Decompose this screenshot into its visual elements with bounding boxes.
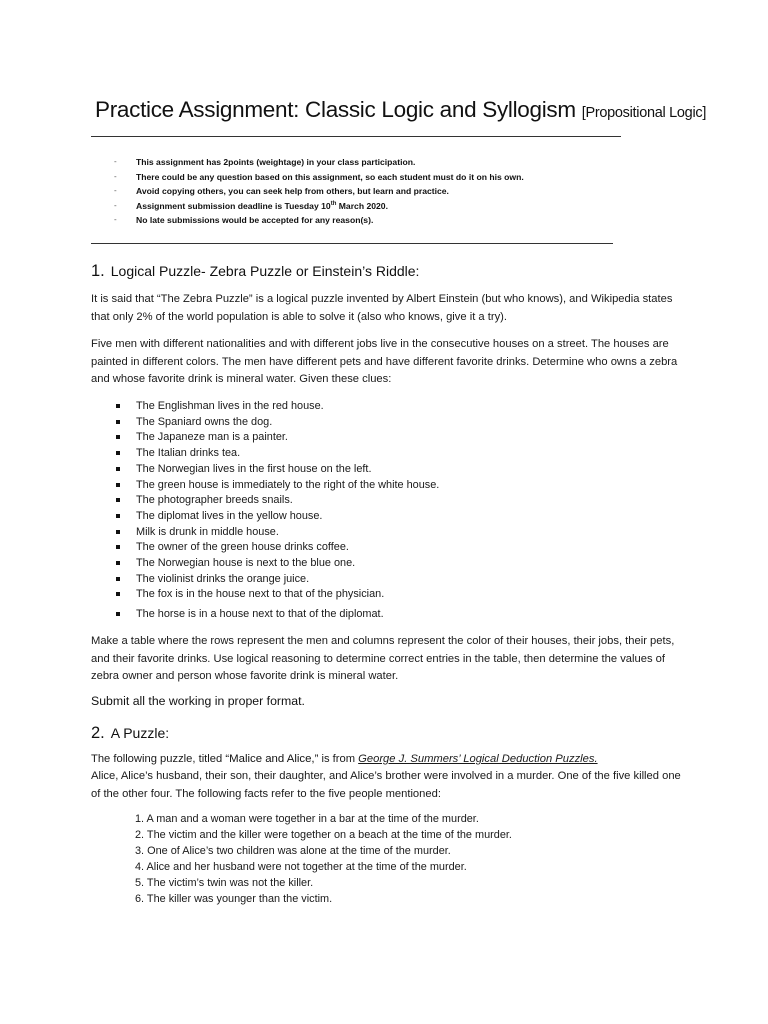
fact-item: 4. Alice and her husband were not together at the time of the murder. — [135, 861, 467, 873]
note-item: - Avoid copying others, you can seek help from others, but learn and practice. — [114, 184, 524, 199]
square-bullet-icon — [116, 530, 120, 534]
clues-list — [114, 399, 439, 623]
square-bullet-icon — [116, 612, 120, 616]
clue-item: The violinist drinks the orange juice. — [114, 572, 439, 588]
source-reference: George J. Summers’ Logical Deduction Puzzles. — [358, 753, 598, 765]
dash-bullet: - — [114, 186, 117, 195]
fact-item: 2. The victim and the killer were together on a beach at the time of the murder. — [135, 829, 512, 841]
dash-bullet: - — [114, 215, 117, 224]
section2-number: 2. — [91, 724, 105, 742]
fact-item: 3. One of Alice’s two children was alone at the time of the murder. — [135, 845, 451, 857]
square-bullet-icon — [116, 404, 120, 408]
square-bullet-icon — [116, 420, 120, 424]
clue-item: The Norwegian lives in the first house on the left. — [114, 462, 439, 478]
square-bullet-icon — [116, 467, 120, 471]
section2-heading: 2. A Puzzle: — [91, 724, 170, 742]
dash-bullet: - — [114, 157, 117, 166]
section2-intro: The following puzzle, titled “Malice and Alice,” is from George J. Summers’ Logical Deduction Puzzles. — [91, 753, 598, 765]
clue-item: The diplomat lives in the yellow house. — [114, 509, 439, 525]
clue-item: The Spaniard owns the dog. — [114, 415, 439, 431]
square-bullet-icon — [116, 577, 120, 581]
fact-item: 5. The victim’s twin was not the killer. — [135, 877, 314, 889]
page-title — [95, 97, 735, 123]
square-bullet-icon — [116, 514, 120, 518]
clue-item: The Japaneze man is a painter. — [114, 430, 439, 446]
submit-instruction: Submit all the working in proper format. — [91, 694, 305, 708]
dash-bullet: - — [114, 171, 117, 181]
clue-item: The Italian drinks tea. — [114, 446, 439, 462]
square-bullet-icon — [116, 592, 120, 596]
square-bullet-icon — [116, 545, 120, 549]
note-item: - No late submissions would be accepted for any reason(s). — [114, 213, 524, 228]
note-item: - Assignment submission deadline is Tuesday 10th March 2020. — [114, 199, 524, 214]
clue-item: The fox is in the house next to that of the physician. — [114, 587, 439, 603]
square-bullet-icon — [116, 498, 120, 502]
clue-item: Milk is drunk in middle house. — [114, 525, 439, 541]
assignment-notes — [114, 155, 524, 228]
note-item: - This assignment has 2points (weightage) in your class participation. — [114, 155, 524, 170]
facts-list — [135, 811, 512, 907]
clue-item: The owner of the green house drinks coffee. — [114, 540, 439, 556]
fact-item: 1. A man and a woman were together in a bar at the time of the murder. — [135, 813, 479, 825]
fact-item: 6. The killer was younger than the victim. — [135, 893, 333, 905]
section1-intro: It is said that “The Zebra Puzzle” is a logical puzzle invented by Albert Einstein (but who knows), and Wikipedia states that only 2% of the world population is able to solve it (also who knows, give it a try). — [91, 293, 673, 323]
clue-item: The Norwegian house is next to the blue one. — [114, 556, 439, 572]
note-item: - There could be any question based on this assignment, so each student must do it on his own. — [114, 170, 524, 185]
square-bullet-icon — [116, 483, 120, 487]
square-bullet-icon — [116, 561, 120, 565]
section1-task: Make a table where the rows represent the men and columns represent the color of their houses, their jobs, their pets, and their favorite drinks. Use logical reasoning to determine correct entries in the table, then determine the values of zebra owner and person whose favorite drink is mineral water. — [91, 635, 675, 682]
title-subtitle: [Propositional Logic] — [581, 105, 707, 121]
section2-description: Alice, Alice’s husband, their son, their daughter, and Alice’s brother were involved in a murder. One of the five killed one of the other four. The following facts refer to the five people mentioned: — [91, 770, 681, 800]
title-divider — [91, 136, 621, 137]
section1-number: 1. — [91, 262, 105, 280]
title-main: Practice Assignment: Classic Logic and Syllogism — [95, 97, 576, 122]
dash-bullet: - — [114, 200, 117, 210]
clue-item: The horse is in a house next to that of the diplomat. — [114, 607, 439, 623]
square-bullet-icon — [116, 435, 120, 439]
section1-description: Five men with different nationalities and with different jobs live in the consecutive houses on a street. The houses are painted in different colors. The men have different pets and have different favorite drinks. Determine who owns a zebra and whose favorite drink is mineral water. Given these clues: — [91, 338, 678, 385]
clue-item: The photographer breeds snails. — [114, 493, 439, 509]
section1-heading: 1. Logical Puzzle- Zebra Puzzle or Einstein’s Riddle: — [91, 262, 420, 280]
clue-item: The Englishman lives in the red house. — [114, 399, 439, 415]
clue-item: The green house is immediately to the right of the white house. — [114, 478, 439, 494]
notes-divider — [91, 243, 613, 244]
puzzle-title: “Malice and Alice,” — [225, 753, 319, 765]
square-bullet-icon — [116, 451, 120, 455]
